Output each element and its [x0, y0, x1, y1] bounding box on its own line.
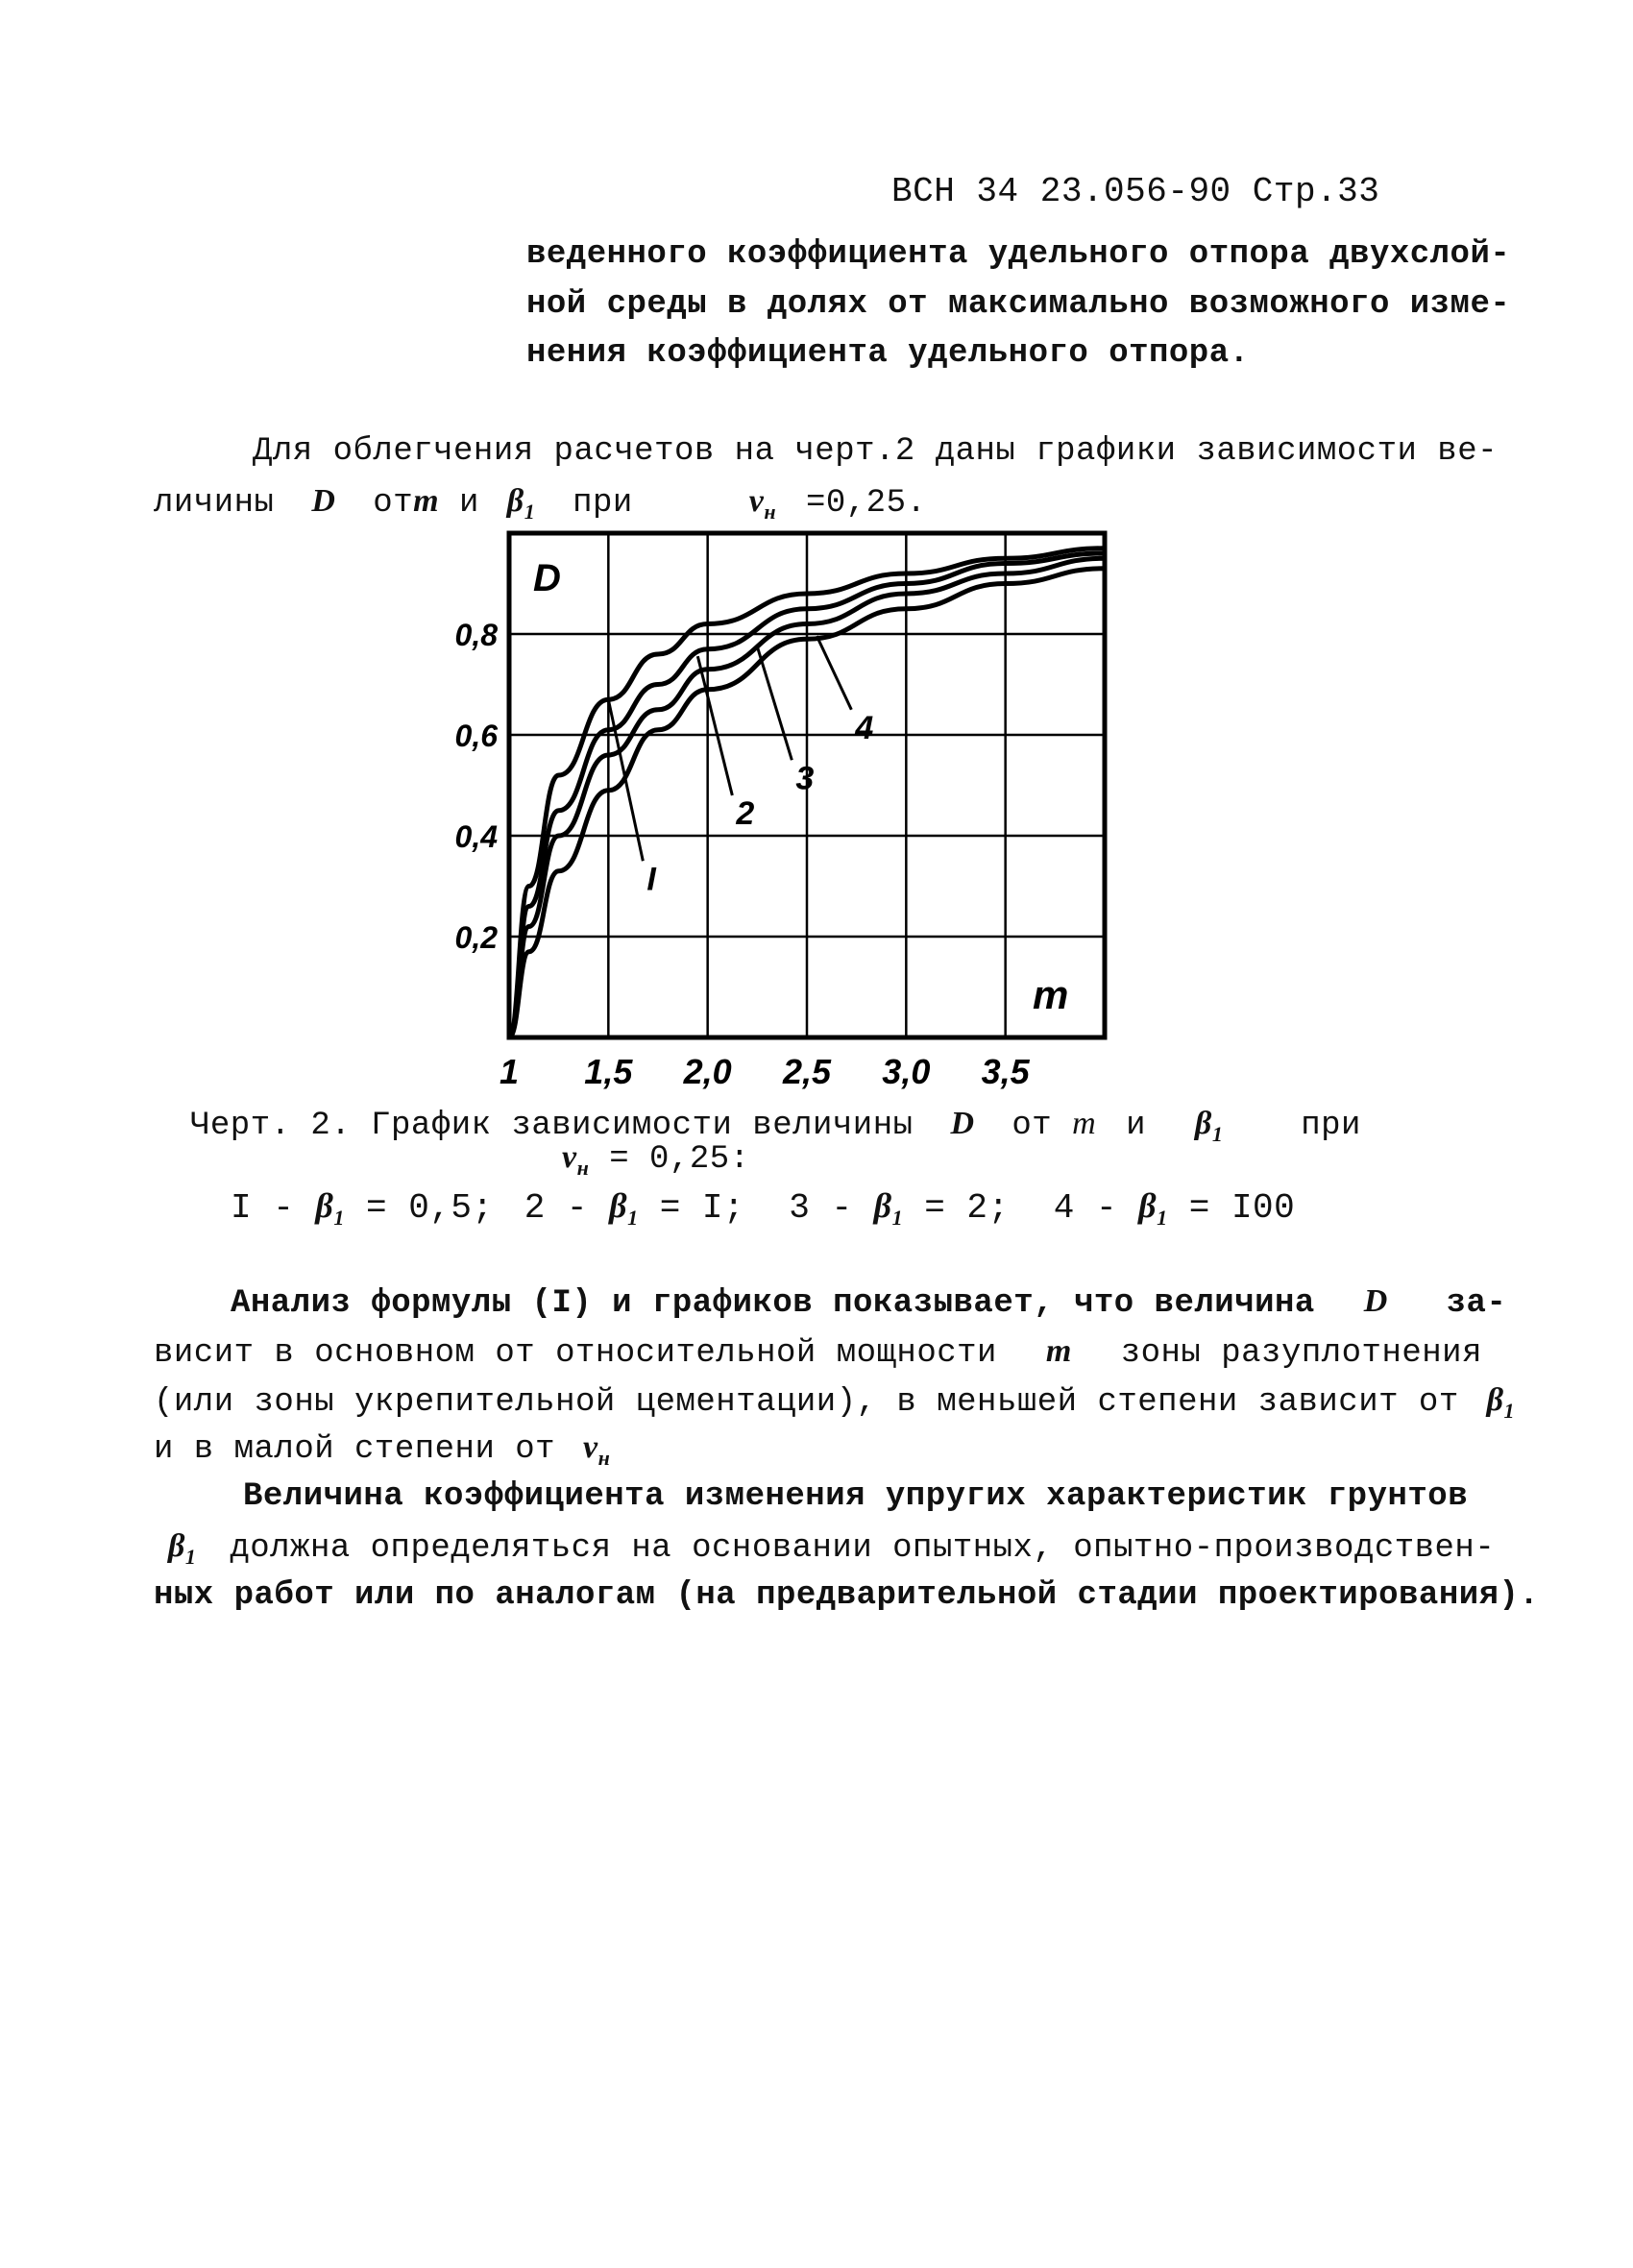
para1-line-1: Для облегчения расчетов на черт.2 даны графики зависимости ве- [253, 433, 1499, 470]
intro-line-3: нения коэффициента удельного отпора. [526, 335, 1250, 372]
symbol-D: D [1363, 1283, 1388, 1319]
curve-label-3: 3 [795, 760, 815, 797]
symbol-nu: $\nu_н$ [562, 1139, 590, 1180]
caption-word: и [1126, 1108, 1146, 1144]
caption-value: = 0,25: [609, 1141, 750, 1178]
symbol-beta: $\beta_1$ [1194, 1106, 1224, 1146]
caption-word: при [1301, 1108, 1361, 1144]
intro-line-1: веденного коэффициента удельного отпора двухслой- [526, 236, 1511, 273]
x-tick-label: 1,5 [584, 1052, 633, 1091]
para3-line-3: ных работ или по аналогам (на предварительной стадии проектирования). [154, 1577, 1540, 1614]
x-tick-label: 1 [499, 1052, 520, 1091]
chart-figure-2 [451, 524, 1143, 1119]
symbol-beta: $\beta_1$ [168, 1528, 197, 1569]
para1-word: личины [154, 485, 275, 522]
x-tick-label: 3,0 [882, 1052, 931, 1091]
x-tick-label: 2,0 [683, 1052, 732, 1091]
caption-legend [231, 1182, 1295, 1242]
symbol-nu: $\nu_н$ [582, 1429, 611, 1470]
chart-xlabel: m [1033, 972, 1069, 1017]
curve-label-I: I [646, 861, 656, 898]
symbol-m: m [1045, 1333, 1072, 1369]
para1-word: при [573, 485, 633, 522]
symbol-beta: $\beta_1$ [506, 483, 536, 524]
symbol-nu: $\nu_н$ [748, 483, 777, 524]
para2-line-4: и в малой степени от $\nu_н$ [154, 1429, 611, 1470]
x-tick-label: 3,5 [981, 1052, 1030, 1091]
curve-label-2: 2 [736, 795, 755, 832]
y-tick-label: 0,4 [454, 819, 498, 854]
para2-line-3: (или зоны укрепительной цементации), в меньшей степени зависит от $\beta_1$ [154, 1382, 1516, 1423]
curve-label-leader [757, 646, 792, 760]
para2-line-1: Анализ формулы (I) и графиков показывает, что величина D за- [231, 1283, 1507, 1322]
curve-label-leader [697, 656, 732, 795]
document-header: ВСН 34 23.056-90 Стр.33 [891, 172, 1380, 211]
symbol-beta: $\beta_1$ [1486, 1382, 1516, 1423]
x-tick-label: 2,5 [782, 1052, 832, 1091]
legend-item: $I - \beta_1 = 0,5$; [231, 1186, 494, 1230]
y-tick-label: 0,6 [454, 719, 498, 753]
chart-ylabel: D [533, 557, 561, 599]
para3-line-2: $\beta_1$ должна определяться на основании опытных, опытно-производствен- [168, 1528, 1496, 1569]
curve-label-4: 4 [855, 709, 874, 746]
chart-curve-labels [608, 636, 873, 897]
caption-text: Черт. 2. График зависимости величины [190, 1108, 914, 1144]
para1-value: =0,25. [805, 485, 927, 522]
symbol-D: D [311, 483, 336, 519]
intro-line-2: ной среды в долях от максимально возможного изме- [526, 286, 1511, 323]
caption-word: от [1011, 1108, 1053, 1144]
caption-line-1 [190, 1100, 1361, 1158]
symbol-m: m [1072, 1106, 1097, 1141]
symbol-m: m [413, 483, 440, 519]
y-tick-label: 0,2 [454, 920, 498, 955]
para1-word: от [373, 485, 414, 522]
para3-line-1: Величина коэффициента изменения упругих характеристик грунтов [243, 1478, 1469, 1515]
y-tick-label: 0,8 [454, 618, 498, 652]
legend-item: $3 - \beta_1 = 2$; [789, 1186, 1010, 1230]
curve-label-leader [816, 636, 851, 710]
legend-item: $4 - \beta_1 = I00$ [1053, 1186, 1296, 1230]
symbol-D: D [950, 1106, 975, 1141]
para1-word: и [458, 485, 479, 522]
para2-line-2: висит в основном от относительной мощности m зоны разуплотнения [154, 1333, 1482, 1372]
legend-item: $2 - \beta_1 = I$; [524, 1186, 745, 1230]
